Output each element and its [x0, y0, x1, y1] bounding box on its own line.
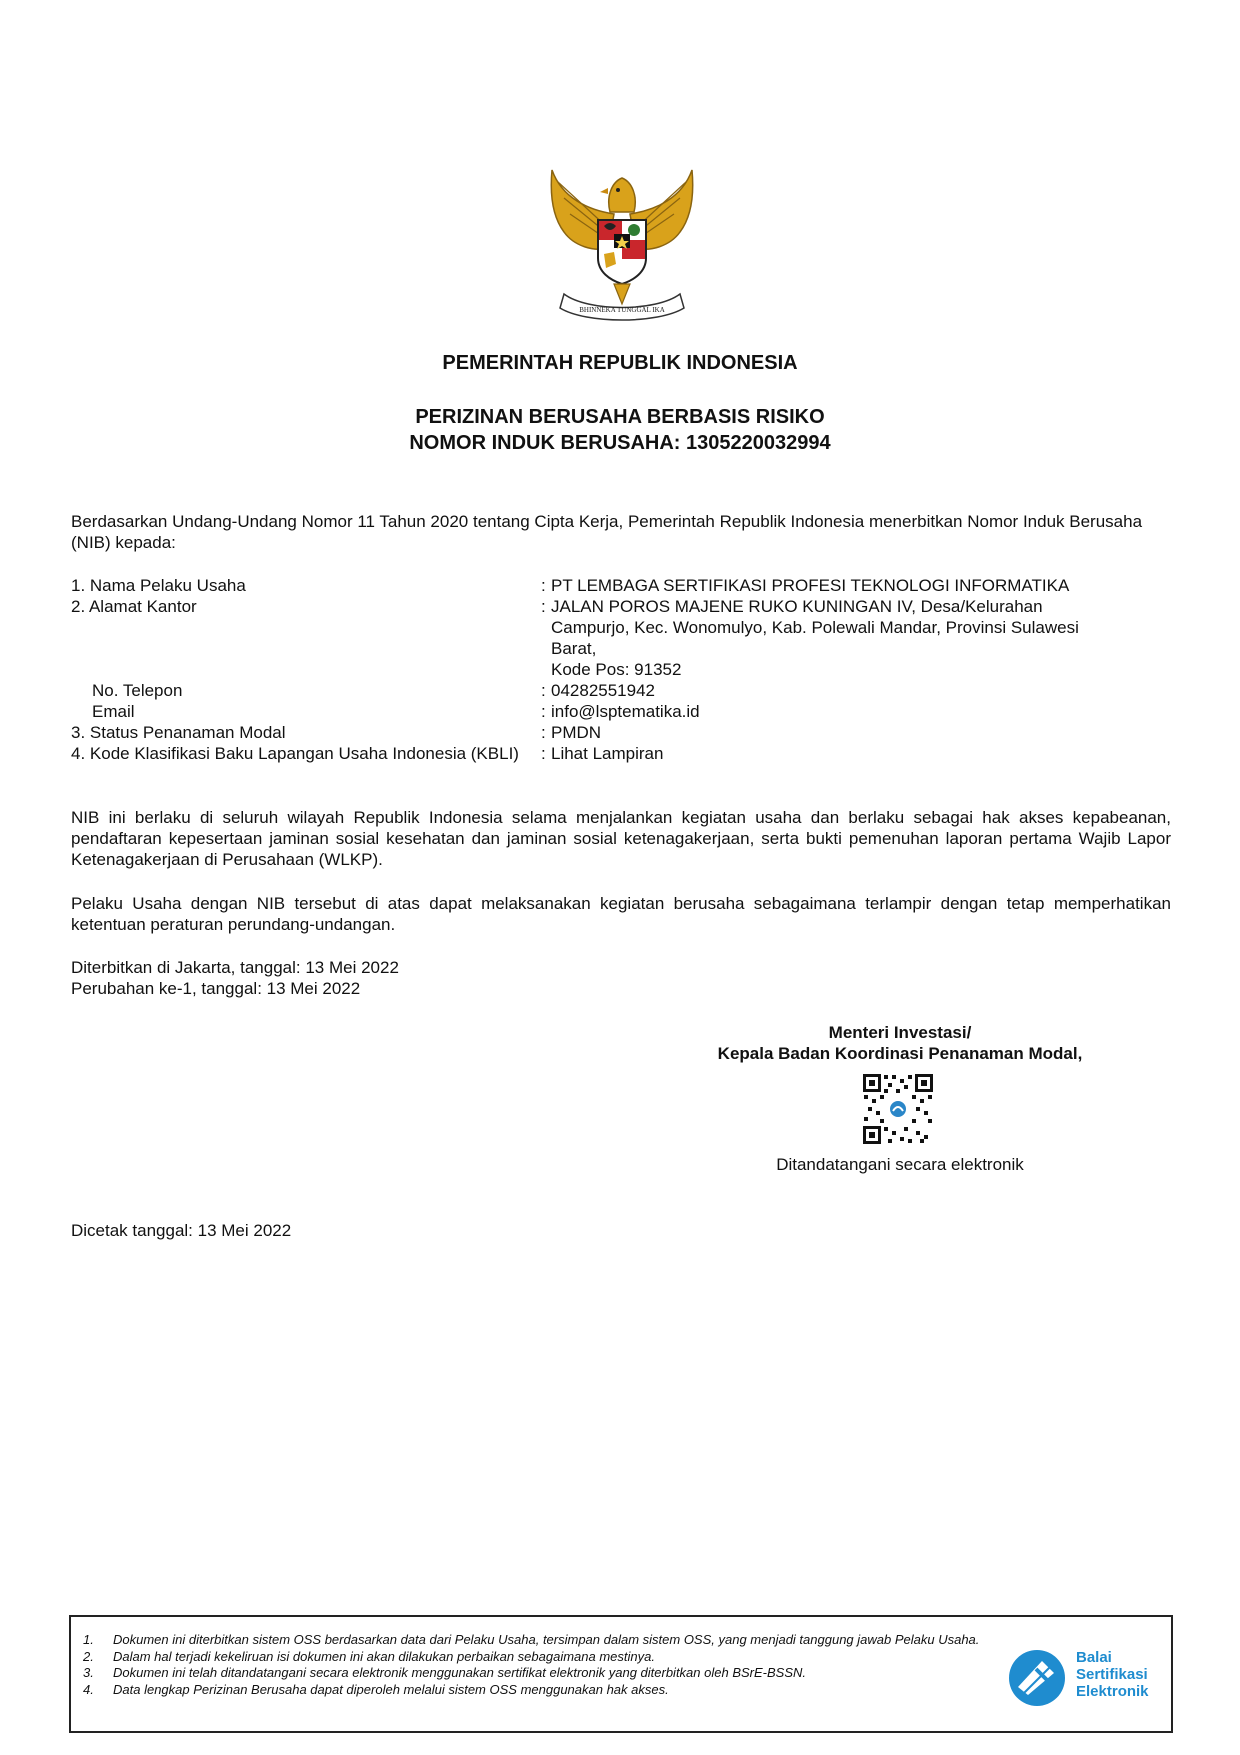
- qr-code: [862, 1073, 934, 1145]
- address-line: Kode Pos: 91352: [551, 660, 682, 679]
- note-text: Dalam hal terjadi kekeliruan isi dokumen ini akan dilakukan perbaikan sebagaimana mestinya.: [113, 1648, 655, 1664]
- bsre-line: Elektronik: [1076, 1683, 1149, 1700]
- bsre-logo: [1006, 1647, 1166, 1709]
- note-number: 1.: [83, 1632, 94, 1647]
- emblem-motto: BHINNEKA TUNGGAL IKA: [579, 306, 665, 314]
- note-text: Dokumen ini diterbitkan sistem OSS berdasarkan data dari Pelaku Usaha, tersimpan dalam sistem OSS, yang menjadi tanggung jawab Pelaku Usaha.: [113, 1632, 980, 1647]
- field-label: 3. Status Penanaman Modal: [71, 723, 286, 742]
- note-number: 4.: [83, 1681, 94, 1697]
- field-label: 2. Alamat Kantor: [71, 597, 197, 616]
- field-value: PT LEMBAGA SERTIFIKASI PROFESI TEKNOLOGI INFORMATIKA: [551, 576, 1070, 595]
- note-text: Dokumen ini telah ditandatangani secara elektronik menggunakan sertifikat elektronik yang diterbitkan oleh BSrE-BSSN.: [113, 1665, 806, 1680]
- issued-date: Diterbitkan di Jakarta, tanggal: 13 Mei 2022: [71, 958, 399, 977]
- address-line: Barat,: [551, 639, 597, 658]
- signatory-title: Menteri Investasi/: [828, 1023, 972, 1042]
- field-label: 4. Kode Klasifikasi Baku Lapangan Usaha Indonesia (KBLI): [71, 744, 519, 763]
- footer-note: [83, 1649, 988, 1666]
- note-number: 2.: [83, 1648, 94, 1664]
- bsre-logo-text: [1076, 1649, 1149, 1700]
- government-heading: PEMERINTAH REPUBLIK INDONESIA: [442, 352, 798, 374]
- intro-paragraph: Berdasarkan Undang-Undang Nomor 11 Tahun 2020 tentang Cipta Kerja, Pemerintah Republik Indonesia menerbitkan Nomor Induk Berusaha (NIB) kepada:: [71, 512, 1143, 552]
- address-line: JALAN POROS MAJENE RUKO KUNINGAN IV, Desa/Kelurahan: [551, 597, 1043, 616]
- bsre-line: Sertifikasi: [1076, 1666, 1148, 1683]
- signatory-office: Kepala Badan Koordinasi Penanaman Modal,: [717, 1044, 1083, 1063]
- note-text: Data lengkap Perizinan Berusaha dapat diperoleh melalui sistem OSS menggunakan hak akses.: [113, 1681, 669, 1697]
- nib-number: NOMOR INDUK BERUSAHA: 1305220032994: [409, 432, 831, 454]
- field-value: info@lsptematika.id: [551, 702, 700, 721]
- bsre-logo-icon: [1006, 1647, 1068, 1709]
- amendment-date: Perubahan ke-1, tanggal: 13 Mei 2022: [71, 979, 361, 998]
- field-value: 04282551942: [551, 681, 656, 700]
- field-label: No. Telepon: [92, 681, 183, 700]
- bsre-line: Balai: [1076, 1649, 1112, 1666]
- garuda-emblem: [548, 162, 696, 322]
- field-label: Email: [92, 702, 135, 721]
- field-colon: :: [541, 723, 546, 742]
- field-colon: :: [541, 576, 546, 595]
- footer-note: [83, 1632, 988, 1649]
- field-label: 1. Nama Pelaku Usaha: [71, 576, 246, 595]
- note-number: 3.: [83, 1665, 94, 1680]
- field-colon: :: [541, 681, 546, 700]
- field-colon: :: [541, 597, 546, 616]
- field-value: Lihat Lampiran: [551, 744, 664, 763]
- footer-notes-box: [69, 1615, 1173, 1733]
- print-date: Dicetak tanggal: 13 Mei 2022: [71, 1221, 292, 1240]
- electronic-signature-note: Ditandatangani secara elektronik: [776, 1155, 1024, 1174]
- validity-paragraph: NIB ini berlaku di seluruh wilayah Republik Indonesia selama menjalankan kegiatan usaha dan berlaku sebagai hak akses kepabeanan, pendaftaran kepesertaan jaminan sosial kesehatan dan jaminan sosial ketenagakerjaan, serta bukti pemenuhan laporan pertama Wajib Lapor Ketenagakerjaan di Perusahaan (WLKP).: [71, 808, 1171, 869]
- footer-notes-list: [83, 1632, 988, 1698]
- obligation-paragraph: Pelaku Usaha dengan NIB tersebut di atas dapat melaksanakan kegiatan berusaha sebagaimana terlampir dengan tetap memperhatikan ketentuan peraturan perundang-undangan.: [71, 894, 1171, 934]
- document-title: PERIZINAN BERUSAHA BERBASIS RISIKO: [415, 406, 825, 428]
- field-value: PMDN: [551, 723, 602, 742]
- footer-note: [83, 1665, 988, 1682]
- address-line: Campurjo, Kec. Wonomulyo, Kab. Polewali Mandar, Provinsi Sulawesi: [551, 618, 1079, 637]
- field-colon: :: [541, 702, 546, 721]
- footer-note: [83, 1682, 988, 1699]
- field-colon: :: [541, 744, 546, 763]
